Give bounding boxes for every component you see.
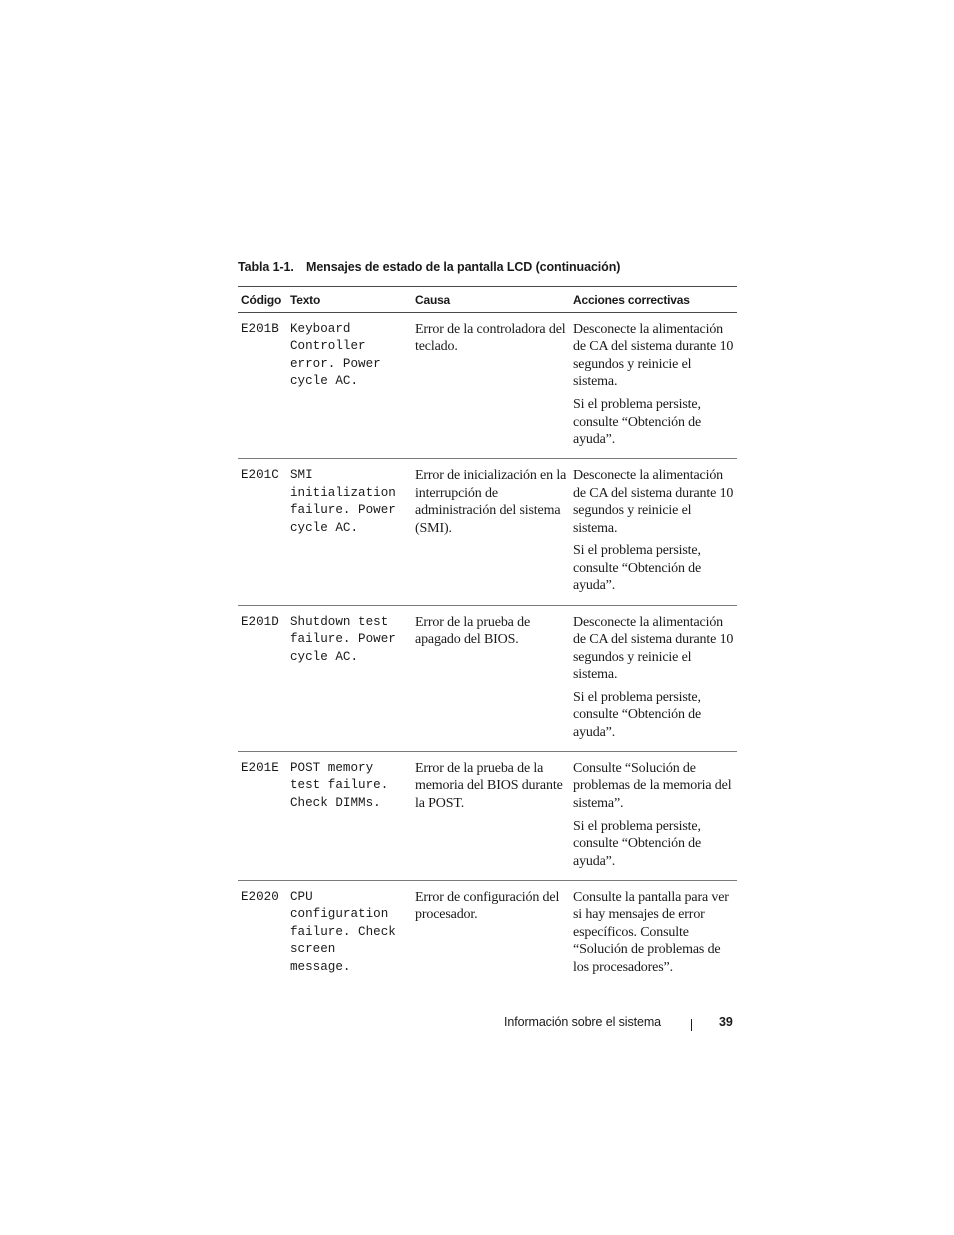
message-text: SMI initialization failure. Power cycle AC.	[290, 468, 396, 535]
message-text: Keyboard Controller error. Power cycle AC.	[290, 322, 381, 389]
corrective-action: Desconecte la alimentación de CA del sistema durante 10 segundos y reinicie el sistema.	[573, 614, 734, 682]
message-text: CPU configuration failure. Check screen message.	[290, 889, 396, 974]
corrective-actions	[568, 313, 737, 458]
corrective-action: Si el problema persiste, consulte “Obtención de ayuda”.	[573, 818, 702, 869]
status-messages-table	[238, 286, 737, 986]
table-row	[238, 459, 737, 605]
message-code: E2020	[241, 889, 279, 904]
message-cause: Error de configuración del procesador.	[415, 889, 560, 923]
table-row	[238, 606, 737, 752]
column-header-actions: Acciones correctivas	[573, 292, 690, 307]
footer-divider	[691, 1019, 692, 1031]
corrective-actions	[568, 752, 737, 880]
message-text: POST memory test failure. Check DIMMs.	[290, 761, 389, 810]
table-row	[238, 881, 737, 986]
message-code: E201E	[241, 761, 279, 776]
column-header-cause: Causa	[415, 292, 451, 307]
corrective-actions	[568, 606, 737, 751]
table-caption	[238, 260, 620, 274]
column-header-text: Texto	[290, 292, 321, 307]
corrective-actions	[568, 459, 737, 604]
table-caption-title: Mensajes de estado de la pantalla LCD (continuación)	[306, 260, 621, 274]
column-header-code: Código	[241, 292, 282, 307]
corrective-action: Si el problema persiste, consulte “Obtención de ayuda”.	[573, 689, 702, 740]
corrective-action: Si el problema persiste, consulte “Obtención de ayuda”.	[573, 543, 702, 594]
message-code: E201B	[241, 322, 279, 336]
message-text: Shutdown test failure. Power cycle AC.	[290, 614, 396, 664]
corrective-action: Desconecte la alimentación de CA del sistema durante 10 segundos y reinicie el sistema.	[573, 468, 734, 536]
corrective-action: Consulte “Solución de problemas de la memoria del sistema”.	[573, 761, 732, 811]
corrective-action: Desconecte la alimentación de CA del sistema durante 10 segundos y reinicie el sistema.	[573, 322, 734, 390]
corrective-action: Si el problema persiste, consulte “Obtención de ayuda”.	[573, 397, 702, 447]
message-code: E201D	[241, 614, 279, 629]
message-code: E201C	[241, 468, 279, 483]
footer-section-title: Información sobre el sistema	[504, 1015, 661, 1029]
message-cause: Error de inicialización en la interrupción de administración del sistema (SMI).	[415, 468, 567, 536]
message-cause: Error de la controladora del teclado.	[415, 322, 566, 355]
table-row	[238, 752, 737, 881]
corrective-actions	[568, 881, 737, 986]
message-cause: Error de la prueba de apagado del BIOS.	[415, 614, 531, 648]
table-header-row	[238, 286, 737, 313]
message-cause: Error de la prueba de la memoria del BIOS durante la POST.	[415, 761, 563, 811]
table-row	[238, 313, 737, 459]
corrective-action: Consulte la pantalla para ver si hay mensajes de error específicos. Consulte “Solución de problemas de los procesadores”.	[573, 889, 729, 975]
page-number: 39	[719, 1015, 733, 1029]
table-caption-label: Tabla 1-1.	[238, 260, 294, 274]
